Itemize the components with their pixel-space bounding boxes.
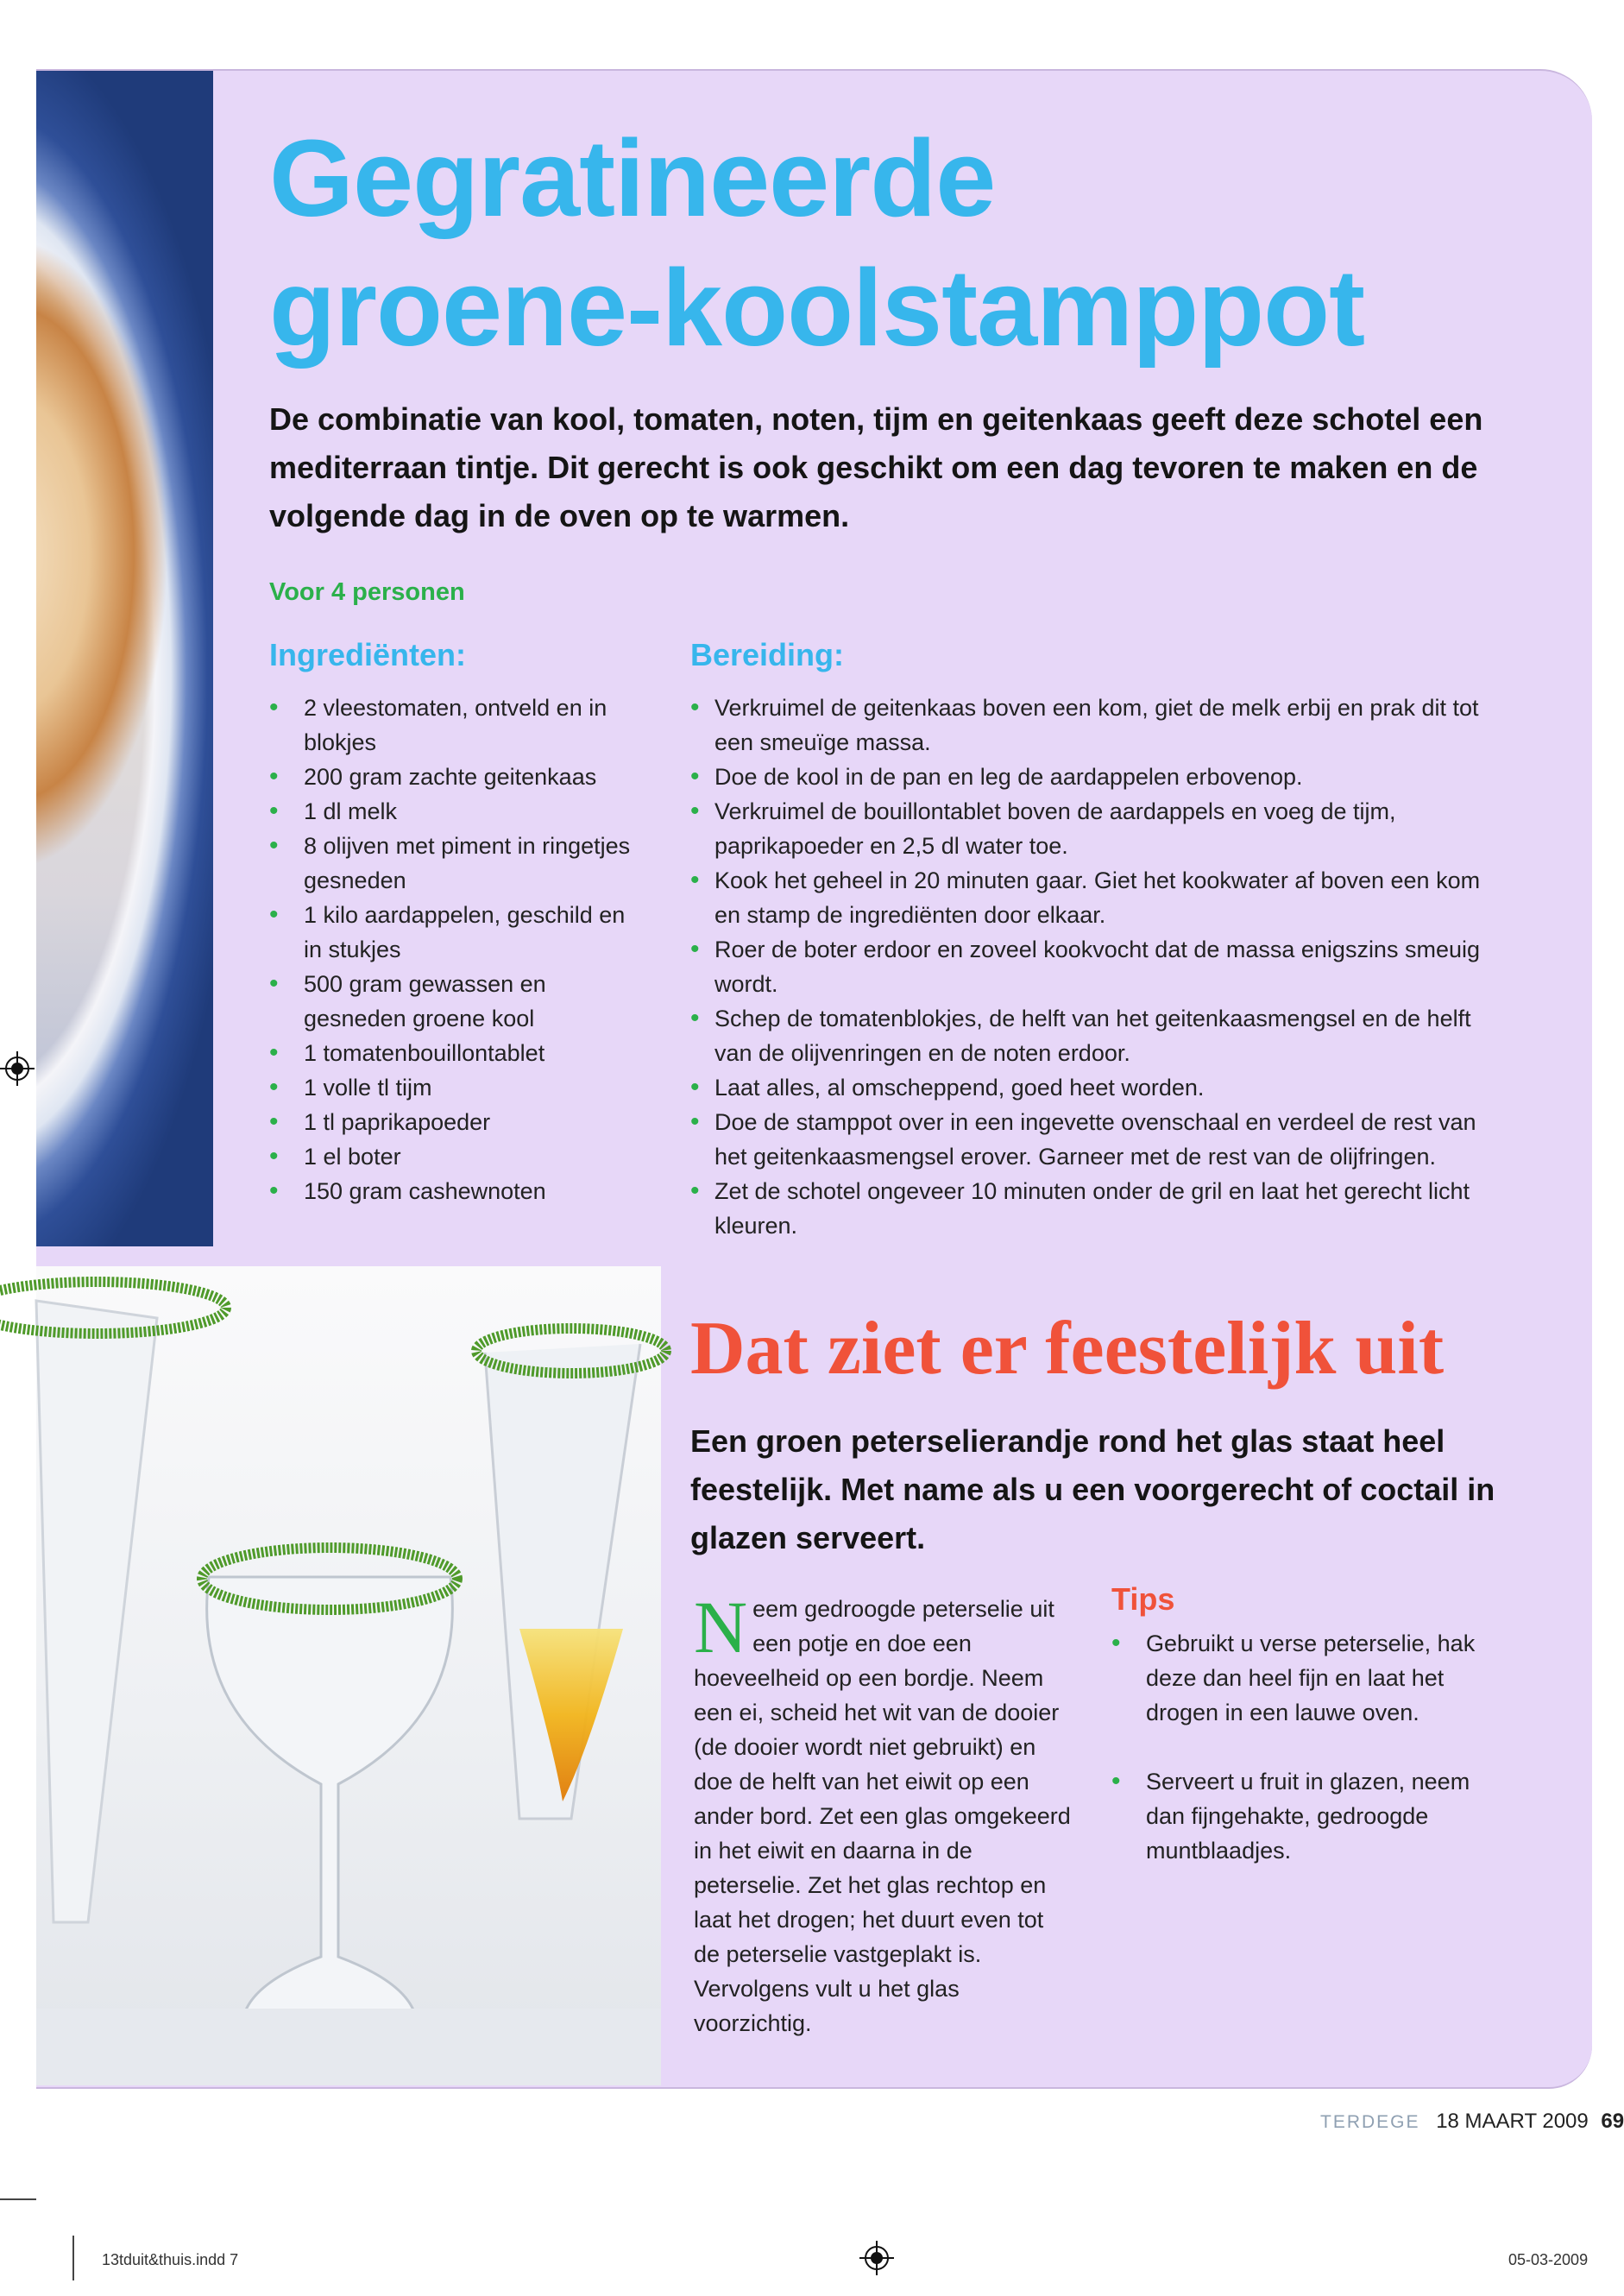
glasses-illustration — [36, 1266, 661, 2085]
bullet-icon: • — [690, 693, 700, 722]
step-item: • Verkruimel de bouillontablet boven de aardappels en voeg de tijm, paprikapoeder en 2,5 dl water toe. — [690, 794, 1484, 863]
recipe-title — [269, 114, 1520, 373]
slug-date: 05-03-2009 — [1508, 2251, 1589, 2268]
ingredient-item: • 150 gram cashewnoten — [269, 1174, 632, 1208]
crop-mark — [0, 2198, 36, 2200]
ingredients-list — [269, 691, 632, 1208]
step-item: • Doe de stamppot over in een ingevette ovenschaal en verdeel de rest van het geitenkaasmengsel erover. Garneer met de rest van de olijfringen. — [690, 1105, 1484, 1174]
tip-item: • Gebruikt u verse peterselie, hak deze dan heel fijn en laat het drogen in een lauwe oven. — [1111, 1626, 1491, 1730]
preparation-heading: Bereiding: — [690, 637, 845, 672]
bullet-icon: • — [690, 935, 700, 963]
article2-body-text: eem gedroogde peterselie uit een potje en doe een hoeveelheid op een bordje. Neem een ei, scheid het wit van de dooier (de dooier wordt niet gebruikt) en doe de helft van het eiwit op een ander bord. Zet een glas omgekeerd in het eiwit en daarna in de peterselie. Zet het glas rechtop en laat het drogen; het duurt even tot de peterselie vastgeplakt is. Vervolgens vult u het glas voorzichtig. — [694, 1596, 1071, 2036]
article2-intro: Een groen peterselierandje rond het glas staat heel feestelijk. Met name als u een voorgerecht of coctail in glazen serveert. — [690, 1423, 1495, 1555]
bullet-icon: • — [269, 969, 279, 998]
issue-date: 18 MAART 2009 — [1436, 2110, 1589, 2133]
bullet-icon: • — [269, 693, 279, 722]
step-item: • Doe de kool in de pan en leg de aardappelen erbovenop. — [690, 760, 1484, 794]
bullet-icon: • — [269, 1073, 279, 1101]
servings-label: Voor 4 personen — [269, 578, 465, 606]
bullet-icon: • — [269, 1176, 279, 1205]
ingredient-item: • 1 tomatenbouillontablet — [269, 1036, 632, 1070]
recipe-intro: De combinatie van kool, tomaten, noten, tijm en geitenkaas geeft deze schotel een mediterraan tintje. Dit gerecht is ook geschikt om een dag tevoren te maken en de volgende dag in de oven op te warmen. — [269, 401, 1483, 533]
gratin-dish-photo — [36, 71, 213, 1246]
bullet-icon: • — [269, 1107, 279, 1136]
step-item: • Zet de schotel ongeveer 10 minuten onder de gril en laat het gerecht licht kleuren. — [690, 1174, 1484, 1243]
bullet-icon: • — [690, 1107, 700, 1136]
registration-mark-icon — [859, 2241, 894, 2275]
bullet-icon: • — [1111, 1767, 1121, 1795]
step-item: • Laat alles, al omscheppend, goed heet worden. — [690, 1070, 1484, 1105]
bullet-icon: • — [690, 1176, 700, 1205]
bullet-icon: • — [269, 1038, 279, 1067]
tips-heading: Tips — [1111, 1581, 1175, 1617]
slug-filename: 13tduit&thuis.indd 7 — [102, 2251, 239, 2268]
article2-body — [694, 1586, 1073, 2041]
bullet-icon: • — [690, 866, 700, 894]
step-item: • Verkruimel de geitenkaas boven een kom, giet de melk erbij en prak dit tot een smeuïge massa. — [690, 691, 1484, 760]
bullet-icon: • — [690, 797, 700, 825]
bullet-icon: • — [269, 1142, 279, 1170]
recipe-title-line1: Gegratineerde — [269, 117, 996, 239]
ingredient-item: • 200 gram zachte geitenkaas — [269, 760, 632, 794]
publication-name: TERDEGE — [1320, 2112, 1420, 2132]
ingredient-item: • 8 olijven met piment in ringetjes gesneden — [269, 829, 632, 898]
page-footer — [1320, 2110, 1624, 2134]
ingredient-item: • 1 volle tl tijm — [269, 1070, 632, 1105]
crop-mark — [72, 2236, 74, 2280]
article2-title: Dat ziet er feestelijk uit — [690, 1307, 1445, 1391]
bullet-icon: • — [690, 1004, 700, 1032]
step-item: • Kook het geheel in 20 minuten gaar. Giet het kookwater af boven een kom en stamp de ingrediënten door elkaar. — [690, 863, 1484, 932]
bullet-icon: • — [1111, 1629, 1121, 1657]
bullet-icon: • — [269, 900, 279, 929]
registration-mark-icon — [0, 1051, 35, 1086]
ingredient-item: • 1 kilo aardappelen, geschild en in stukjes — [269, 898, 632, 967]
page-number: 69 — [1601, 2110, 1624, 2133]
recipe-title-line2: groene-koolstamppot — [269, 247, 1365, 369]
bullet-icon: • — [690, 762, 700, 791]
preparation-steps — [690, 691, 1484, 1243]
ingredient-item: • 1 tl paprikapoeder — [269, 1105, 632, 1139]
ingredient-item: • 1 el boter — [269, 1139, 632, 1174]
bullet-icon: • — [269, 762, 279, 791]
bullet-icon: • — [269, 797, 279, 825]
ingredient-item: • 1 dl melk — [269, 794, 632, 829]
ingredients-heading: Ingrediënten: — [269, 637, 467, 672]
parsley-rim-glasses-photo — [36, 1266, 661, 2085]
bullet-icon: • — [690, 1073, 700, 1101]
ingredient-item: • 2 vleestomaten, ontveld en in blokjes — [269, 691, 632, 760]
step-item: • Schep de tomatenblokjes, de helft van het geitenkaasmengsel en de helft van de olijvenringen en de noten erdoor. — [690, 1001, 1484, 1070]
drop-cap: N — [694, 1586, 748, 1668]
tip-item: • Serveert u fruit in glazen, neem dan fijngehakte, gedroogde muntblaadjes. — [1111, 1764, 1491, 1868]
tips-list — [1111, 1626, 1491, 1902]
ingredient-item: • 500 gram gewassen en gesneden groene kool — [269, 967, 632, 1036]
bullet-icon: • — [269, 831, 279, 860]
step-item: • Roer de boter erdoor en zoveel kookvocht dat de massa enigszins smeuig wordt. — [690, 932, 1484, 1001]
